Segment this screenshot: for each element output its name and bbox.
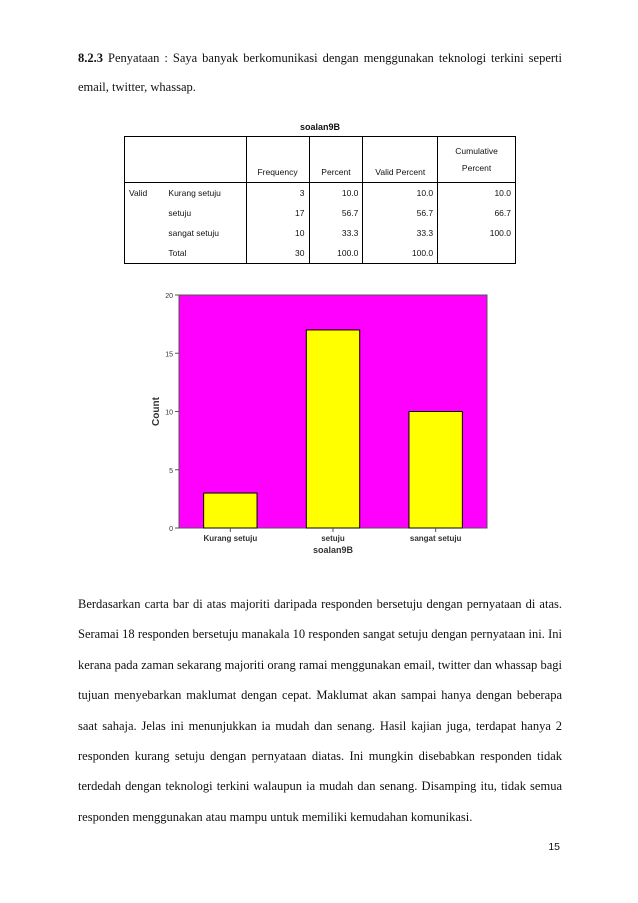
cell-percent: 56.7 xyxy=(309,203,363,223)
y-tick-label: 5 xyxy=(169,467,173,475)
cell-frequency: 10 xyxy=(246,223,309,243)
y-tick-label: 15 xyxy=(165,351,173,359)
cell-frequency: 3 xyxy=(246,183,309,204)
bar-chart xyxy=(145,286,495,561)
cell-cumulative: 10.0 xyxy=(438,183,516,204)
table-row xyxy=(125,223,516,243)
cell-percent: 33.3 xyxy=(309,223,363,243)
table-row xyxy=(125,183,516,204)
x-tick-label: Kurang setuju xyxy=(203,534,258,543)
header-frequency: Frequency xyxy=(246,137,309,183)
section-statement: Penyataan : Saya banyak berkomunikasi dengan menggunakan teknologi terkini seperti email, twitter, whassap. xyxy=(78,51,563,94)
row-label: Kurang setuju xyxy=(164,183,246,204)
row-label: setuju xyxy=(164,203,246,223)
y-tick-label: 0 xyxy=(169,526,173,533)
header-valid-percent: Valid Percent xyxy=(363,137,438,183)
cell-percent: 100.0 xyxy=(309,243,363,264)
row-label: Total xyxy=(164,243,246,264)
row-label: sangat setuju xyxy=(164,223,246,243)
y-axis-label: Count xyxy=(151,397,162,426)
cell-valid-percent: 33.3 xyxy=(363,223,438,243)
page-number: 15 xyxy=(548,841,560,853)
header-percent: Percent xyxy=(309,137,363,183)
section-number: 8.2.3 xyxy=(78,51,103,65)
table-row-total xyxy=(125,243,516,264)
y-tick-label: 20 xyxy=(165,293,173,300)
bar xyxy=(409,412,462,529)
bar xyxy=(306,330,359,528)
cell-valid-percent: 100.0 xyxy=(363,243,438,264)
cell-cumulative: 100.0 xyxy=(438,223,516,243)
y-tick-label: 10 xyxy=(165,409,173,417)
cell-cumulative: 66.7 xyxy=(438,203,516,223)
cell-percent: 10.0 xyxy=(309,183,363,204)
section-heading xyxy=(78,44,562,102)
table-row xyxy=(125,203,516,223)
cell-valid-percent: 56.7 xyxy=(363,203,438,223)
table-header-row xyxy=(125,137,516,183)
cell-frequency: 30 xyxy=(246,243,309,264)
table-title: soalan9B xyxy=(299,122,341,132)
header-cumulative-percent: Cumulative Percent xyxy=(438,137,516,183)
x-axis-label: soalan9B xyxy=(312,545,354,555)
frequency-table xyxy=(124,136,516,264)
cell-valid-percent: 10.0 xyxy=(363,183,438,204)
body-paragraph: Berdasarkan carta bar di atas majoriti daripada responden bersetuju dengan pernyataan di atas. Seramai 18 responden bersetuju manakala 10 responden sangat setuju dengan pernyataan ini. Ini kerana pada zaman sekarang majoriti orang ramai menggunakan email, twitter dan whassap bagi tujuan menyebarkan maklumat dengan cepat. Maklumat akan sampai hanya dengan beberapa saat sahaja. Jelas ini menunjukkan ia mudah dan senang. Hasil kajian juga, terdapat hanya 2 responden kurang setuju dengan pernyataan diatas. Ini mungkin disebabkan responden tidak terdedah dengan teknologi terkini walaupun ia mudah dan senang. Disamping itu, tidak semua responden menggunakan atau mampu untuk memiliki kemudahan komunikasi. xyxy=(78,597,562,824)
cell-cumulative xyxy=(438,243,516,264)
group-label: Valid xyxy=(125,183,165,204)
cell-frequency: 17 xyxy=(246,203,309,223)
bar xyxy=(204,493,257,528)
x-tick-label: sangat setuju xyxy=(409,534,462,543)
x-tick-label: setuju xyxy=(321,534,345,543)
